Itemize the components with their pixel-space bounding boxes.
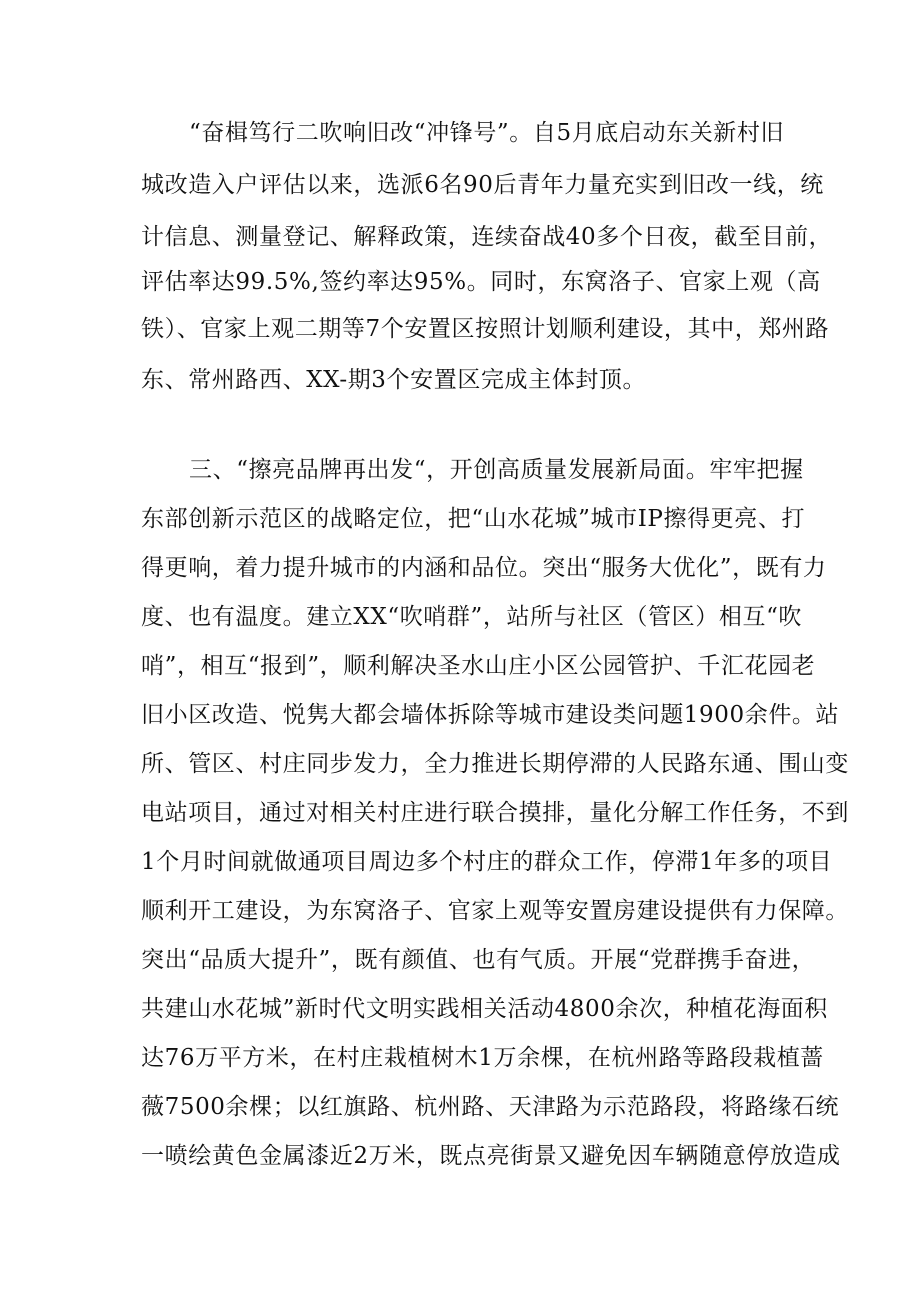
para2-line-8: 电站项目，通过对相关村庄进行联合摸排，量化分解工作任务，不到 [141,800,849,826]
para1-line-5: 铁）、官家上观二期等7个安置区按照计划顺利建设，其中，郑州路 [141,316,830,342]
para2-line-9: 1个月时间就做通项目周边多个村庄的群众工作，停滞1年多的项目 [141,849,833,875]
para2-line-14: 薇7500余棵；以红旗路、杭州路、天津路为示范路段，将路缘石统 [141,1094,840,1120]
para2-line-11: 突出“品质大提升”，既有颜值、也有气质。开展“党群携手奋进， [141,947,816,973]
para1-line-6: 东、常州路西、XX-期3个安置区完成主体封顶。 [141,367,647,393]
para2-line-15: 一喷绘黄色金属漆近2万米，既点亮街景又避免因车辆随意停放造成 [141,1143,841,1169]
para2-line-13: 达76万平方米，在村庄栽植树木1万余棵，在杭州路等路段栽植蔷 [141,1045,824,1071]
para1-line-3: 计信息、测量登记、解释政策，连续奋战40多个日夜，截至目前， [141,224,833,250]
para2-line-10: 顺利开工建设，为东窝洛子、官家上观等安置房建设提供有力保障。 [141,898,849,924]
para2-line-5: 哨”，相互“报到”，顺利解决圣水山庄小区公园管护、千汇花园老 [141,653,816,679]
para2-line-12: 共建山水花城”新时代文明实践相关活动4800余次，种植花海面积 [141,996,828,1022]
para2-line-7: 所、管区、村庄同步发力，全力推进长期停滞的人民路东通、围山变 [141,751,849,777]
para2-line-3: 得更响，着力提升城市的内涵和品位。突出“服务大优化”，既有力 [141,555,827,581]
para2-line-2: 东部创新示范区的战略定位，把“山水花城”城市IP擦得更亮、打 [141,506,806,532]
para2-line-6: 旧小区改造、悦隽大都会墙体拆除等城市建设类问题1900余件。站 [141,702,840,728]
para2-line-4: 度、也有温度。建立XX“吹哨群”，站所与社区（管区）相互“吹 [141,604,803,630]
para1-line-4: 评估率达99.5%,签约率达95%。同时，东窝洛子、官家上观（高 [141,269,821,295]
para1-line-2: 城改造入户评估以来，选派6名90后青年力量充实到旧改一线，统 [141,172,824,198]
para1-line-1: “奋楫笃行二吹响旧改“冲锋号”。自5月底启动东关新村旧 [189,120,785,146]
para2-line-1: 三、“擦亮品牌再出发“，开创高质量发展新局面。牢牢把握 [189,457,804,483]
